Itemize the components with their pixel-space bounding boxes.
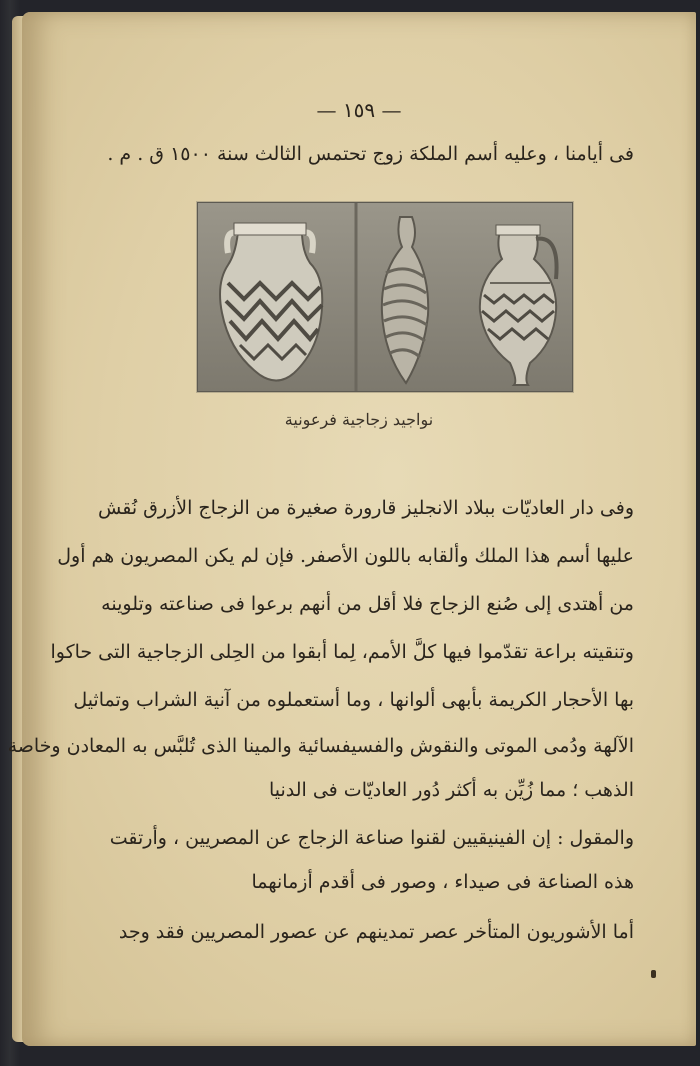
book-page (7, 12, 696, 1046)
figure-caption: نواجيد زجاجية فرعونية (284, 410, 434, 429)
paragraph1-line-4: وتنقيته براعة تقدّموا فيها كلَّ الأمم، لِما أبقوا من الحِلى الزجاجية التى حاكوا (50, 641, 634, 663)
paragraph3-line-1: أما الأشوريون المتأخر عصر تمدينهم عن عصور المصريين فقد وجد (118, 921, 634, 943)
ink-mark (651, 970, 656, 978)
paragraph1-line-5: بها الأحجار الكريمة بأبهى ألوانها ، وما أستعملوه من آنية الشراب وتماثيل (73, 689, 634, 711)
paragraph1-line-3: من أهتدى إلى صُنع الزجاج فلا أقل من أنهم برعوا فى صناعته وتلوينه (101, 593, 634, 615)
paragraph2-line-2: هذه الصناعة فى صيداء ، وصور فى أقدم أزمانهما (251, 871, 634, 893)
paragraph1-line-6: الآلهة ودُمى الموتى والنقوش والفسيفسائية والمينا الذى تُلبَّس به المعادن وخاصة (7, 735, 634, 757)
paragraph1-line-7: الذهب ؛ مما زُيِّن به أكثر دُور العاديّات فى الدنيا (268, 779, 634, 801)
paragraph1-line-2: عليها أسم هذا الملك وألقابه باللون الأصفر. فإن لم يكن المصريون هم أول (57, 545, 634, 567)
page-number: — ١٥٩ — (316, 98, 402, 122)
figure-photo (197, 202, 573, 392)
intro-line: فى أيامنا ، وعليه أسم الملكة زوج تحتمس الثالث سنة ١٥٠٠ ق . م . (107, 143, 634, 165)
paragraph1-line-1: وفى دار العاديّات ببلاد الانجليز قارورة صغيرة من الزجاج الأزرق نُقش (98, 497, 634, 519)
paragraph2-line-1: والمقول : إن الفينيقيين لقنوا صناعة الزجاج عن المصريين ، وأرتقت (109, 827, 634, 849)
